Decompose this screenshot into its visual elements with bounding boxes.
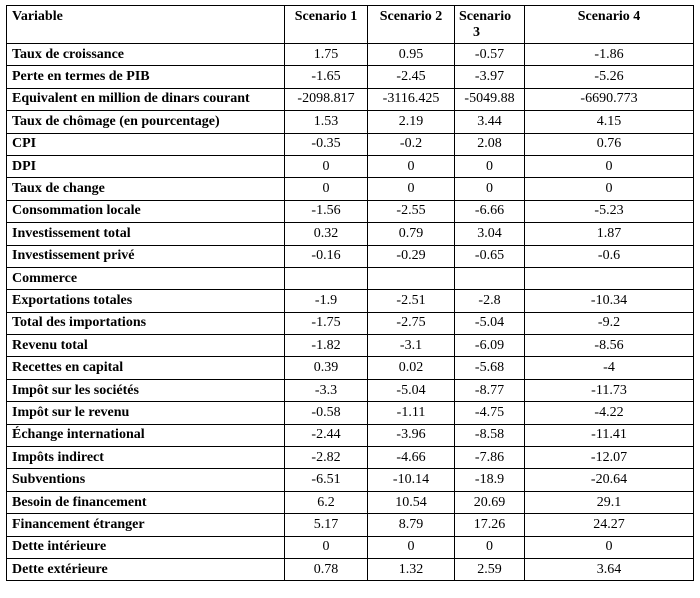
table-row <box>7 469 694 491</box>
cell-scenario-3: -6.09 <box>455 335 525 357</box>
cell-scenario-4: -1.86 <box>525 44 694 66</box>
cell-scenario-3: -5049.88 <box>455 88 525 110</box>
cell-scenario-4: -11.41 <box>525 424 694 446</box>
table-body <box>7 44 694 581</box>
cell-scenario-1: 0 <box>285 155 368 177</box>
cell-scenario-3: 0 <box>455 178 525 200</box>
cell-scenario-2: 0.79 <box>368 223 455 245</box>
cell-scenario-4: -12.07 <box>525 447 694 469</box>
table-row <box>7 200 694 222</box>
cell-scenario-3: -6.66 <box>455 200 525 222</box>
cell-scenario-1: -1.9 <box>285 290 368 312</box>
cell-scenario-3: -2.8 <box>455 290 525 312</box>
cell-scenario-1: 0.39 <box>285 357 368 379</box>
cell-scenario-1: 0 <box>285 536 368 558</box>
row-label: CPI <box>7 133 285 155</box>
table-row <box>7 447 694 469</box>
cell-scenario-1: 0.32 <box>285 223 368 245</box>
row-label: Equivalent en million de dinars courant <box>7 88 285 110</box>
row-label: Taux de croissance <box>7 44 285 66</box>
cell-scenario-4: -0.6 <box>525 245 694 267</box>
row-label: Échange international <box>7 424 285 446</box>
cell-scenario-1: 6.2 <box>285 491 368 513</box>
cell-scenario-3: -7.86 <box>455 447 525 469</box>
cell-scenario-2: 8.79 <box>368 514 455 536</box>
cell-scenario-4: -4 <box>525 357 694 379</box>
cell-scenario-3: 17.26 <box>455 514 525 536</box>
row-label: Investissement total <box>7 223 285 245</box>
column-header-scenario-2: Scenario 2 <box>368 6 455 44</box>
cell-scenario-2: 10.54 <box>368 491 455 513</box>
scenario-table <box>6 5 694 581</box>
cell-scenario-3: -18.9 <box>455 469 525 491</box>
table-row <box>7 66 694 88</box>
cell-scenario-3: -4.75 <box>455 402 525 424</box>
cell-scenario-1: -1.56 <box>285 200 368 222</box>
cell-scenario-2: -3.96 <box>368 424 455 446</box>
row-label: Dette intérieure <box>7 536 285 558</box>
table-header-row <box>7 6 694 44</box>
cell-scenario-3: -3.97 <box>455 66 525 88</box>
table-row <box>7 133 694 155</box>
cell-scenario-1: -1.82 <box>285 335 368 357</box>
row-label: Consommation locale <box>7 200 285 222</box>
table-row <box>7 335 694 357</box>
cell-scenario-1: -0.35 <box>285 133 368 155</box>
cell-scenario-4: 0.76 <box>525 133 694 155</box>
row-label: Perte en termes de PIB <box>7 66 285 88</box>
cell-scenario-4: 1.87 <box>525 223 694 245</box>
row-label: Impôts indirect <box>7 447 285 469</box>
column-header-variable: Variable <box>7 6 285 44</box>
cell-scenario-2: 0.95 <box>368 44 455 66</box>
table-row <box>7 357 694 379</box>
cell-scenario-1 <box>285 267 368 289</box>
table-row <box>7 536 694 558</box>
row-label: DPI <box>7 155 285 177</box>
table-row <box>7 155 694 177</box>
row-label: Subventions <box>7 469 285 491</box>
table-row <box>7 178 694 200</box>
cell-scenario-2: 2.19 <box>368 111 455 133</box>
cell-scenario-2: -2.55 <box>368 200 455 222</box>
cell-scenario-4: 0 <box>525 536 694 558</box>
cell-scenario-3: -8.77 <box>455 379 525 401</box>
scenario-table-container <box>6 5 694 581</box>
table-row <box>7 402 694 424</box>
cell-scenario-3: -5.04 <box>455 312 525 334</box>
cell-scenario-2: -1.11 <box>368 402 455 424</box>
column-header-scenario-3: Scenario 3 <box>455 6 525 44</box>
cell-scenario-2: 0 <box>368 178 455 200</box>
row-label: Total des importations <box>7 312 285 334</box>
cell-scenario-4: -10.34 <box>525 290 694 312</box>
row-label: Commerce <box>7 267 285 289</box>
table-row <box>7 379 694 401</box>
cell-scenario-3: 0 <box>455 536 525 558</box>
cell-scenario-4: -9.2 <box>525 312 694 334</box>
cell-scenario-1: 1.53 <box>285 111 368 133</box>
cell-scenario-2: -5.04 <box>368 379 455 401</box>
table-row <box>7 491 694 513</box>
row-label: Taux de chômage (en pourcentage) <box>7 111 285 133</box>
cell-scenario-2: -2.51 <box>368 290 455 312</box>
cell-scenario-3: 2.08 <box>455 133 525 155</box>
cell-scenario-2: -10.14 <box>368 469 455 491</box>
cell-scenario-4: -8.56 <box>525 335 694 357</box>
table-row <box>7 88 694 110</box>
cell-scenario-3: 2.59 <box>455 558 525 580</box>
cell-scenario-2: -0.2 <box>368 133 455 155</box>
cell-scenario-2: 0 <box>368 536 455 558</box>
table-row <box>7 424 694 446</box>
cell-scenario-3 <box>455 267 525 289</box>
table-row <box>7 558 694 580</box>
table-row <box>7 290 694 312</box>
cell-scenario-1: -2098.817 <box>285 88 368 110</box>
cell-scenario-1: -1.65 <box>285 66 368 88</box>
cell-scenario-2: -4.66 <box>368 447 455 469</box>
cell-scenario-4: 24.27 <box>525 514 694 536</box>
cell-scenario-3: -0.57 <box>455 44 525 66</box>
row-label: Exportations totales <box>7 290 285 312</box>
cell-scenario-4: -5.26 <box>525 66 694 88</box>
cell-scenario-4: -11.73 <box>525 379 694 401</box>
cell-scenario-2: -0.29 <box>368 245 455 267</box>
cell-scenario-4: -5.23 <box>525 200 694 222</box>
row-label: Financement étranger <box>7 514 285 536</box>
table-row <box>7 223 694 245</box>
table-row <box>7 111 694 133</box>
cell-scenario-1: 5.17 <box>285 514 368 536</box>
cell-scenario-2: 1.32 <box>368 558 455 580</box>
cell-scenario-4: 3.64 <box>525 558 694 580</box>
cell-scenario-1: -2.44 <box>285 424 368 446</box>
row-label: Taux de change <box>7 178 285 200</box>
table-row <box>7 312 694 334</box>
cell-scenario-3: 3.04 <box>455 223 525 245</box>
cell-scenario-3: -0.65 <box>455 245 525 267</box>
table-row <box>7 267 694 289</box>
cell-scenario-1: -2.82 <box>285 447 368 469</box>
cell-scenario-4: 0 <box>525 155 694 177</box>
cell-scenario-3: -8.58 <box>455 424 525 446</box>
cell-scenario-4: -4.22 <box>525 402 694 424</box>
cell-scenario-1: -6.51 <box>285 469 368 491</box>
cell-scenario-3: -5.68 <box>455 357 525 379</box>
row-label: Besoin de financement <box>7 491 285 513</box>
row-label: Investissement privé <box>7 245 285 267</box>
cell-scenario-2: -3.1 <box>368 335 455 357</box>
cell-scenario-4: -6690.773 <box>525 88 694 110</box>
cell-scenario-2 <box>368 267 455 289</box>
cell-scenario-1: -1.75 <box>285 312 368 334</box>
row-label: Dette extérieure <box>7 558 285 580</box>
row-label: Impôt sur les sociétés <box>7 379 285 401</box>
cell-scenario-3: 20.69 <box>455 491 525 513</box>
cell-scenario-1: -0.16 <box>285 245 368 267</box>
table-row <box>7 44 694 66</box>
row-label: Impôt sur le revenu <box>7 402 285 424</box>
cell-scenario-1: 1.75 <box>285 44 368 66</box>
cell-scenario-2: -2.75 <box>368 312 455 334</box>
table-row <box>7 514 694 536</box>
cell-scenario-4: 4.15 <box>525 111 694 133</box>
cell-scenario-2: -3116.425 <box>368 88 455 110</box>
cell-scenario-4 <box>525 267 694 289</box>
cell-scenario-1: -0.58 <box>285 402 368 424</box>
cell-scenario-1: 0 <box>285 178 368 200</box>
column-header-scenario-4: Scenario 4 <box>525 6 694 44</box>
cell-scenario-4: 0 <box>525 178 694 200</box>
cell-scenario-2: 0.02 <box>368 357 455 379</box>
row-label: Recettes en capital <box>7 357 285 379</box>
column-header-scenario-1: Scenario 1 <box>285 6 368 44</box>
cell-scenario-1: -3.3 <box>285 379 368 401</box>
cell-scenario-4: 29.1 <box>525 491 694 513</box>
cell-scenario-2: 0 <box>368 155 455 177</box>
cell-scenario-1: 0.78 <box>285 558 368 580</box>
row-label: Revenu total <box>7 335 285 357</box>
cell-scenario-4: -20.64 <box>525 469 694 491</box>
table-row <box>7 245 694 267</box>
cell-scenario-3: 3.44 <box>455 111 525 133</box>
cell-scenario-2: -2.45 <box>368 66 455 88</box>
cell-scenario-3: 0 <box>455 155 525 177</box>
